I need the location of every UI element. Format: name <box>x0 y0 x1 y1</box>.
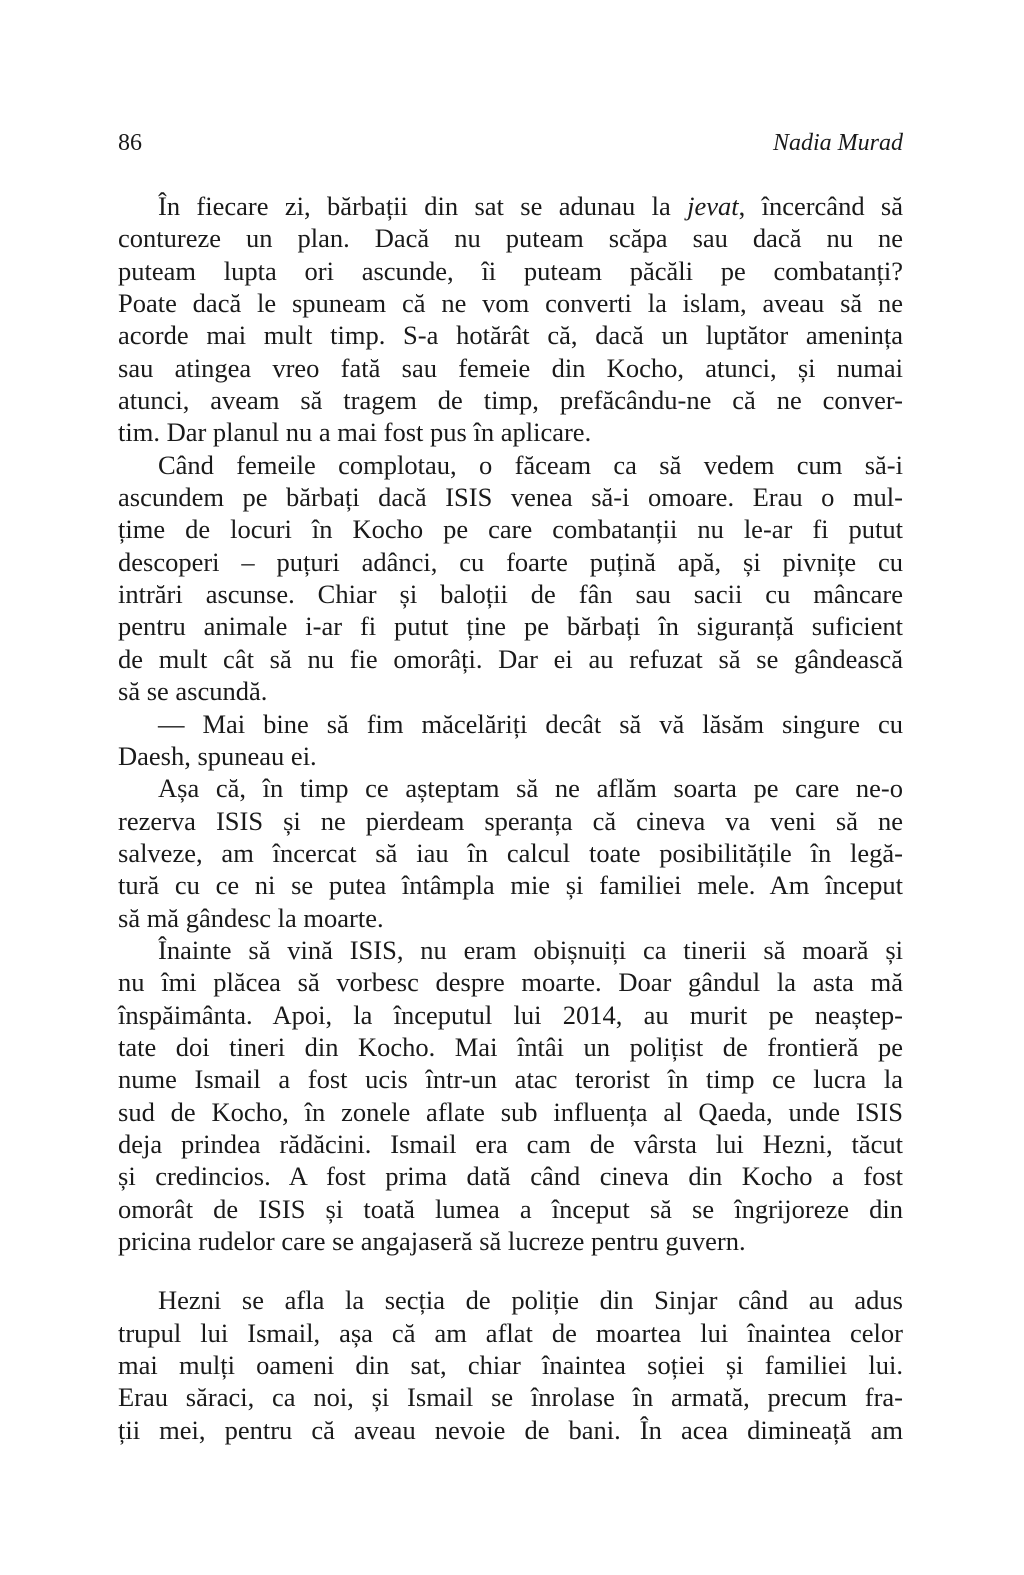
text-line <box>118 481 903 513</box>
running-header-author: Nadia Murad <box>772 130 903 156</box>
text-segment: contureze un plan. Dacă nu puteam scăpa sau dacă nu ne <box>118 223 903 254</box>
italic-term: jevat <box>687 191 739 221</box>
text-line <box>118 869 903 901</box>
paragraph <box>118 449 903 708</box>
text-line <box>118 740 903 772</box>
text-line <box>118 1349 903 1381</box>
text-segment: acorde mai mult timp. S-a hotărât că, dacă un luptător amenința <box>118 320 903 351</box>
text-line <box>118 643 903 675</box>
text-line <box>118 610 903 642</box>
text-line <box>118 416 903 448</box>
text-segment: omorât de ISIS și toată lumea a început să se îngrijoreze din <box>118 1193 903 1224</box>
text-segment: tate doi tineri din Kocho. Mai întâi un polițist de frontieră pe <box>118 1031 903 1062</box>
text-line <box>118 513 903 545</box>
text-segment: Daesh, spuneau ei. <box>118 740 317 771</box>
text-line <box>118 255 903 287</box>
text-line <box>118 1225 903 1257</box>
paragraph <box>118 708 903 773</box>
text-segment: țime de locuri în Kocho pe care combatanții nu le-ar fi putut <box>118 514 903 545</box>
text-line <box>118 999 903 1031</box>
text-line <box>118 1096 903 1128</box>
text-line <box>118 708 903 740</box>
text-line <box>118 352 903 384</box>
text-segment: Poate dacă le spuneam că ne vom converti la islam, aveau să ne <box>118 288 903 319</box>
text-segment: sau atingea vreo fată sau femeie din Kocho, atunci, și numai <box>118 352 903 383</box>
text-segment: și credincios. A fost prima dată când cineva din Kocho a fost <box>118 1161 903 1192</box>
text-segment: tim. Dar planul nu a mai fost pus în aplicare. <box>118 417 592 448</box>
paragraph <box>118 934 903 1257</box>
text-line <box>118 1284 903 1316</box>
text-segment: mai mulți oameni din sat, chiar înaintea soției și familiei lui. <box>118 1350 903 1381</box>
text-segment: rezerva ISIS și ne pierdeam speranța că cineva va veni să ne <box>118 805 903 836</box>
text-line <box>118 902 903 934</box>
text-segment: pricina rudelor care se angajaseră să lucreze pentru guvern. <box>118 1226 746 1256</box>
text-segment: În fiecare zi, bărbații din sat se adunau la <box>158 191 688 221</box>
text-segment: — Mai bine să fim măcelăriți decât să vă lăsăm singure cu <box>158 708 903 739</box>
text-line <box>118 222 903 254</box>
text-segment: sud de Kocho, în zonele aflate sub influența al Qaeda, unde ISIS <box>118 1096 903 1127</box>
text-line <box>118 449 903 481</box>
text-segment: ții mei, pentru că aveau nevoie de bani. În acea dimineață am <box>118 1414 903 1445</box>
text-line <box>118 675 903 707</box>
text-line <box>118 1160 903 1192</box>
paragraph <box>118 772 903 934</box>
text-segment: pentru animale i-ar fi putut ține pe bărbați în siguranță suficient <box>118 611 903 642</box>
paragraph <box>118 1284 903 1446</box>
page-number: 86 <box>118 130 142 156</box>
text-segment: nu îmi plăcea să vorbesc despre moarte. Doar gândul la asta mă <box>118 967 903 998</box>
text-segment: ascundem pe bărbați dacă ISIS venea să-i omoare. Erau o mul- <box>118 482 903 513</box>
text-segment: atunci, aveam să tragem de timp, prefăcându-ne că ne conver- <box>118 385 903 416</box>
text-segment: nume Ismail a fost ucis într-un atac terorist în timp ce lucra la <box>118 1064 903 1095</box>
text-line <box>118 287 903 319</box>
text-segment: Așa că, în timp ce așteptam să ne aflăm soarta pe care ne-o <box>158 773 903 804</box>
text-line <box>118 578 903 610</box>
text-line <box>118 190 903 222</box>
text-segment: să mă gândesc la moarte. <box>118 902 384 933</box>
text-line <box>118 1063 903 1095</box>
text-line <box>118 1414 903 1446</box>
text-segment: tură cu ce ni se putea întâmpla mie și familiei mele. Am început <box>118 870 903 901</box>
text-line <box>118 1031 903 1063</box>
text-segment: trupul lui Ismail, așa că am aflat de moartea lui înaintea celor <box>118 1317 903 1348</box>
text-segment: , încercând să <box>738 191 904 221</box>
text-line <box>118 1381 903 1413</box>
text-line <box>118 837 903 869</box>
text-line <box>118 384 903 416</box>
text-segment: să se ascundă. <box>118 676 268 707</box>
text-segment: înspăimânta. Apoi, la începutul lui 2014, au murit pe neaștep- <box>118 999 903 1030</box>
text-line <box>118 1317 903 1349</box>
paragraph <box>118 190 903 449</box>
text-segment: deja prindea rădăcini. Ismail era cam de vârsta lui Hezni, tăcut <box>118 1128 903 1159</box>
text-line <box>118 546 903 578</box>
text-segment: Erau săraci, ca noi, și Ismail se înrolase în armată, precum fra- <box>118 1382 903 1413</box>
text-segment: Hezni se afla la secția de poliție din Sinjar când au adus <box>158 1285 903 1316</box>
text-segment: intrări ascunse. Chiar și baloții de fân sau sacii cu mâncare <box>118 579 903 610</box>
text-segment: Înainte să vină ISIS, nu eram obișnuiți ca tinerii să moară și <box>158 934 903 965</box>
text-line <box>118 772 903 804</box>
text-segment: Când femeile complotau, o făceam ca să vedem cum să-i <box>158 449 903 480</box>
text-line <box>118 1128 903 1160</box>
text-line <box>118 966 903 998</box>
body-text <box>118 190 903 1446</box>
text-segment: descoperi – puțuri adânci, cu foarte puțină apă, și pivnițe cu <box>118 546 903 577</box>
text-segment: de mult cât să nu fie omorâți. Dar ei au refuzat să se gândească <box>118 643 903 674</box>
text-segment: salveze, am încercat să iau în calcul toate posibilitățile în legă- <box>118 837 903 868</box>
text-segment: puteam lupta ori ascunde, îi puteam păcăli pe combatanți? <box>118 255 903 286</box>
text-line <box>118 805 903 837</box>
text-line <box>118 1193 903 1225</box>
text-line <box>118 934 903 966</box>
text-line <box>118 319 903 351</box>
